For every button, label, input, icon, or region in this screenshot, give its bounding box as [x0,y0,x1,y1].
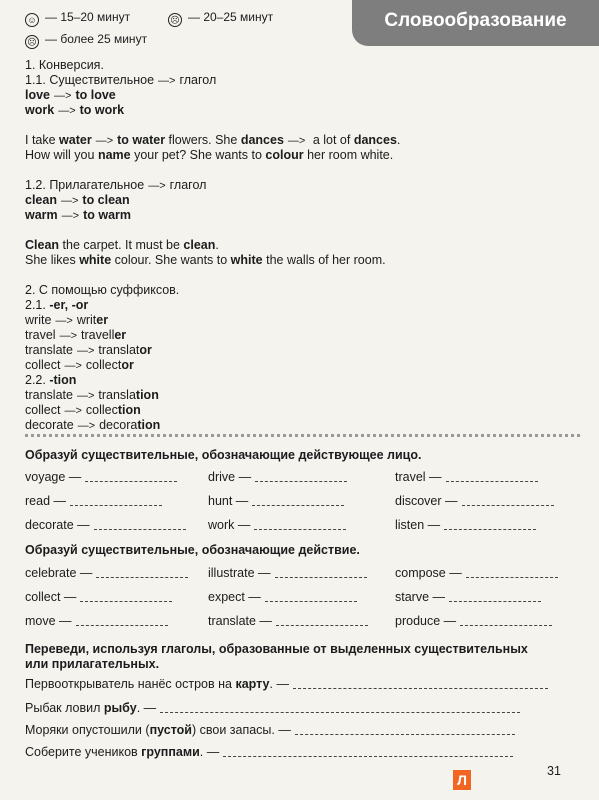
legend-text: — более 25 минут [45,32,148,46]
answer-field[interactable] [252,495,344,506]
arrow-right-icon: —> [60,195,79,207]
answer-field[interactable] [94,519,186,530]
publisher-logo-icon: Л [453,770,471,790]
answer-field[interactable] [160,702,520,713]
subsection-heading: 1.1. Существительное —> глагол [25,73,217,87]
arrow-right-icon: —> [55,315,73,327]
arrow-right-icon: —> [58,105,76,117]
exercise-item: starve — [395,590,541,604]
exercise-item: translate — [208,614,368,628]
arrow-right-icon: —> [59,330,78,342]
neutral-face-icon: ☹ [168,13,182,27]
dotted-divider [25,434,580,439]
translation-item: Рыбак ловил рыбу. — [25,701,585,715]
suffix-pair: translate —> translation [25,388,159,402]
arrow-right-icon: —> [76,390,95,402]
legend-text: — 20–25 минут [188,10,274,24]
arrow-right-icon: —> [54,90,72,102]
translation-item: Моряки опустошили (пустой) свои запасы. — [25,723,585,737]
exercise-item: celebrate — [25,566,188,580]
example-sentence: She likes white colour. She wants to white the walls of her room. [25,253,386,267]
exercise-row [25,566,585,581]
exercise-item: listen — [395,518,536,532]
answer-field[interactable] [444,519,536,530]
subsection-heading: 1.2. Прилагательное —> глагол [25,178,207,192]
example-sentence: I take water —> to water flowers. She dances —> a lot of dances. [25,133,401,147]
example-sentence: Clean the carpet. It must be clean. [25,238,219,252]
suffix-pair: write —> writer [25,313,109,327]
arrow-right-icon: —> [158,75,176,87]
answer-field[interactable] [275,567,367,578]
arrow-right-icon: —> [64,360,82,372]
legend-item-medium [168,10,273,27]
answer-field[interactable] [460,615,552,626]
exercise-row [25,518,585,533]
task-title: Образуй существительные, обозначающие действующее лицо. [25,448,422,462]
arrow-right-icon: —> [148,180,166,192]
arrow-right-icon: —> [76,345,95,357]
arrow-right-icon: —> [95,135,114,147]
legend-item-fast [25,10,130,27]
arrow-right-icon: —> [64,405,82,417]
translation-item: Соберите учеников группами. — [25,745,585,759]
conversion-pair: work —> to work [25,103,125,117]
conversion-pair: warm —> to warm [25,208,132,222]
exercise-row [25,590,585,605]
sad-face-icon: ☹ [25,35,39,49]
example-sentence: How will you name your pet? She wants to colour her room white. [25,148,394,162]
answer-field[interactable] [70,495,162,506]
task-title: Образуй существительные, обозначающие действие. [25,543,360,557]
exercise-item: travel — [395,470,538,484]
exercise-item: collect — [25,590,172,604]
answer-field[interactable] [295,724,515,735]
answer-field[interactable] [255,471,347,482]
arrow-right-icon: —> [287,135,306,147]
task-title: или прилагательных. [25,657,160,671]
arrow-right-icon: —> [61,210,80,222]
answer-field[interactable] [80,591,172,602]
answer-field[interactable] [96,567,188,578]
section-heading: 2. С помощью суффиксов. [25,283,180,297]
exercise-item: voyage — [25,470,177,484]
page-number: 31 [547,764,561,778]
answer-field[interactable] [462,495,554,506]
suffix-pair: decorate —> decoration [25,418,161,432]
answer-field[interactable] [449,591,541,602]
answer-field[interactable] [76,615,168,626]
exercise-row [25,470,585,485]
conversion-pair: love —> to love [25,88,116,102]
exercise-item: expect — [208,590,357,604]
smiley-face-icon: ☺ [25,13,39,27]
translation-item: Первооткрыватель нанёс остров на карту. — [25,677,585,691]
answer-field[interactable] [85,471,177,482]
conversion-pair: clean —> to clean [25,193,130,207]
suffix-pair: travel —> traveller [25,328,127,342]
suffix-pair: translate —> translator [25,343,152,357]
legend-item-slow [25,32,147,49]
page-title: Словообразование [384,10,567,31]
exercise-item: discover — [395,494,554,508]
answer-field[interactable] [466,567,558,578]
exercise-item: drive — [208,470,347,484]
exercise-item: produce — [395,614,552,628]
exercise-item: read — [25,494,162,508]
answer-field[interactable] [223,746,513,757]
answer-field[interactable] [254,519,346,530]
subsection-heading: 2.1. -er, -or [25,298,89,312]
exercise-item: hunt — [208,494,344,508]
exercise-row [25,614,585,629]
suffix-pair: collect —> collector [25,358,134,372]
answer-field[interactable] [446,471,538,482]
answer-field[interactable] [265,591,357,602]
suffix-pair: collect —> collection [25,403,141,417]
theory-section [25,58,401,433]
exercise-item: decorate — [25,518,186,532]
exercise-item: illustrate — [208,566,367,580]
exercise-row [25,494,585,509]
section-header [352,0,599,46]
section-heading: 1. Конверсия. [25,58,104,72]
exercise-item: compose — [395,566,558,580]
answer-field[interactable] [276,615,368,626]
exercise-item: work — [208,518,346,532]
task-title: Переведи, используя глаголы, образованные от выделенных существительных [25,642,528,656]
legend-text: — 15–20 минут [45,10,131,24]
subsection-heading: 2.2. -tion [25,373,77,387]
answer-field[interactable] [293,678,548,689]
exercise-item: move — [25,614,168,628]
arrow-right-icon: —> [77,420,96,432]
